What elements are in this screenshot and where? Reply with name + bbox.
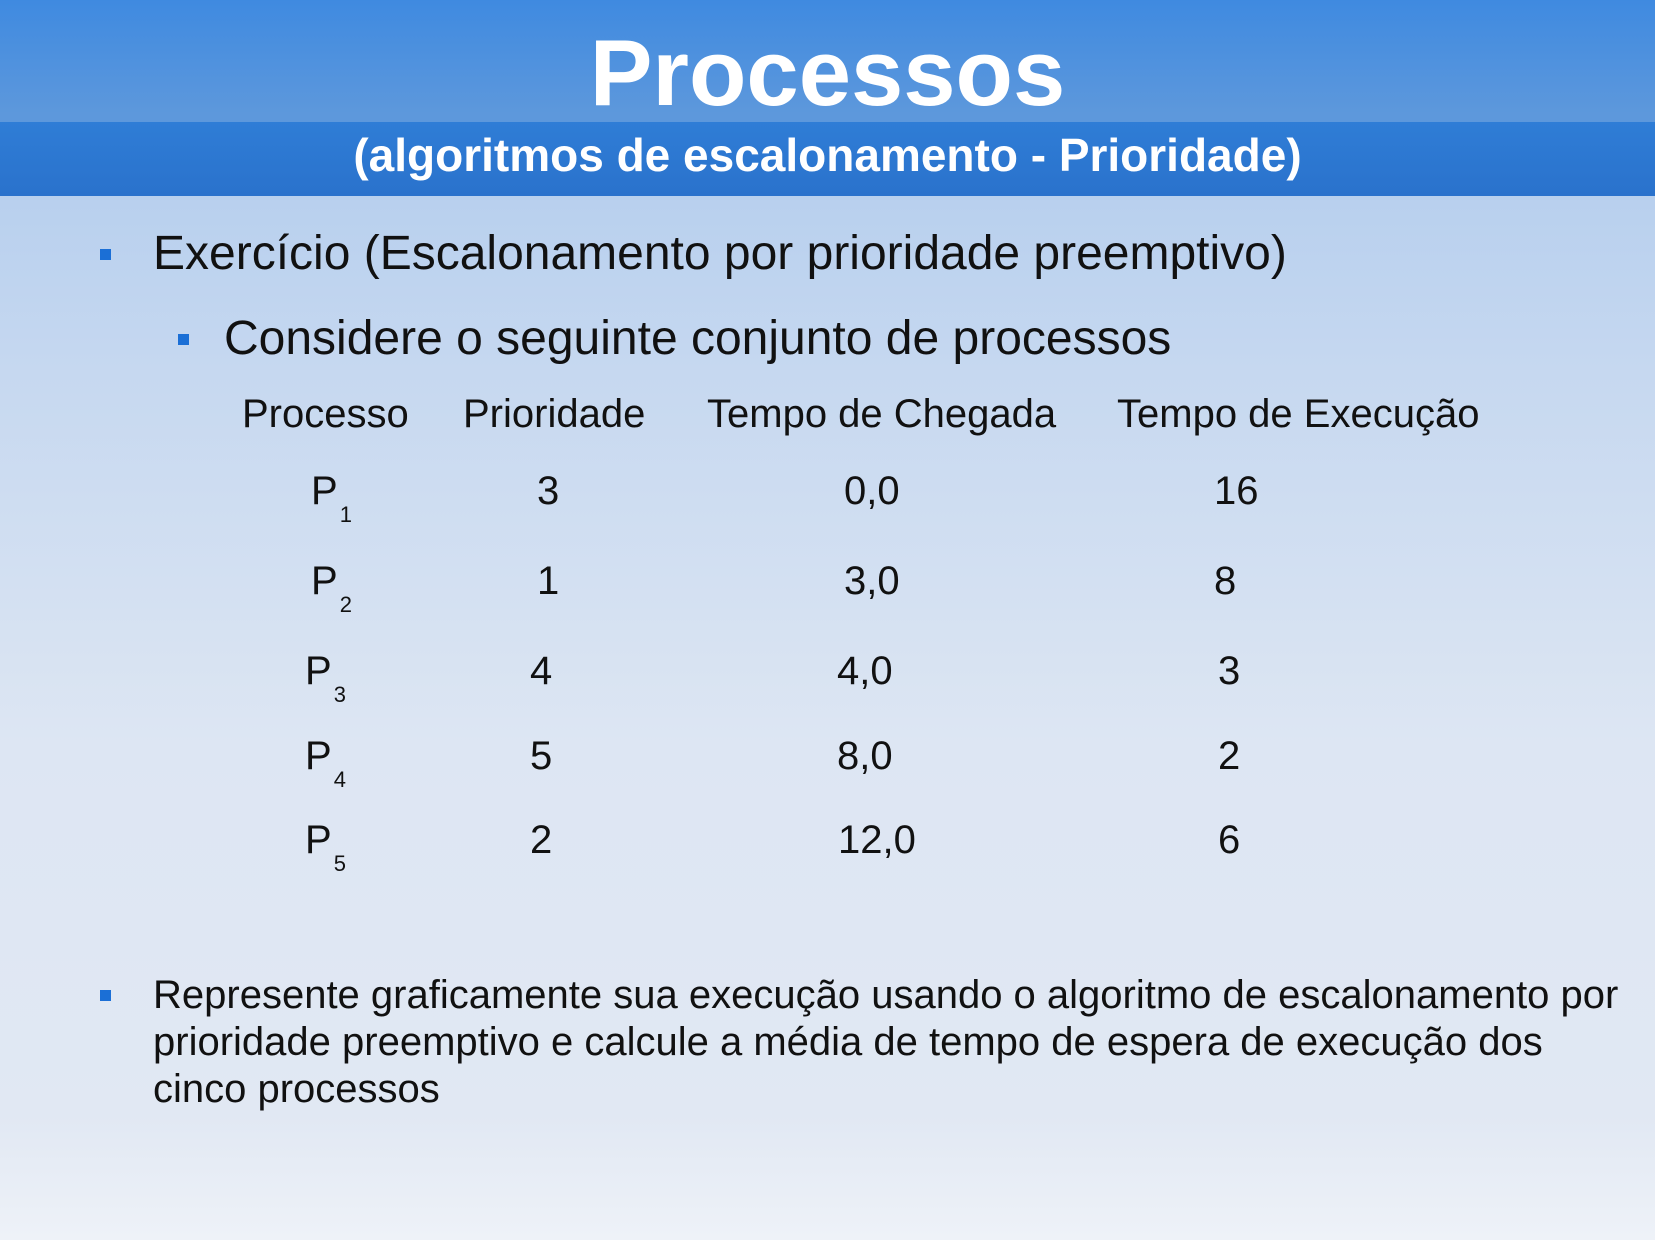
table-row-process: $P_4$ — [305, 734, 346, 792]
slide-subtitle: (algoritmos de escalonamento - Prioridade) — [353, 129, 1302, 181]
slide-title: Processos — [589, 20, 1066, 125]
bullet-instruction: Represente graficamente sua execução usando o algoritmo de escalonamento por prioridade preemptivo e calcule a média de tempo de espera de execução dos cinco processos — [153, 973, 1619, 1111]
slide-header — [0, 0, 1655, 196]
bullet-marker — [100, 990, 111, 1001]
table-row-process: $P_2$ — [311, 559, 352, 617]
table-row-arrival: 12,0 — [838, 818, 916, 862]
table-row-process: $P_3$ — [305, 649, 346, 707]
table-row-burst: 6 — [1218, 818, 1241, 862]
bullet-marker — [178, 334, 189, 345]
table-row-priority: 3 — [537, 469, 560, 513]
table-row-arrival: 3,0 — [844, 559, 900, 603]
header-tempo-execucao: Tempo de Execução — [1117, 392, 1480, 436]
table-row-arrival: 0,0 — [844, 469, 900, 513]
table-row-arrival: 8,0 — [837, 734, 893, 778]
table-row-burst: 16 — [1214, 469, 1259, 513]
table-row-burst: 3 — [1218, 649, 1241, 693]
table-row-priority: 1 — [537, 559, 560, 603]
table-row-process: $P_5$ — [305, 818, 346, 876]
table-row-process: $P_1$ — [311, 469, 352, 527]
table-row-burst: 2 — [1218, 734, 1241, 778]
header-prioridade: Prioridade — [463, 392, 646, 436]
table-row-priority: 2 — [530, 818, 553, 862]
header-processo: Processo — [242, 392, 409, 436]
bullet-consider: Considere o seguinte conjunto de processos — [224, 312, 1172, 365]
bullet-marker — [100, 249, 111, 260]
header-tempo-chegada: Tempo de Chegada — [707, 392, 1057, 436]
table-row-burst: 8 — [1214, 559, 1237, 603]
table-row-arrival: 4,0 — [837, 649, 893, 693]
bullet-exercise: Exercício (Escalonamento por prioridade preemptivo) — [153, 227, 1287, 280]
table-row-priority: 5 — [530, 734, 553, 778]
table-row-priority: 4 — [530, 649, 553, 693]
